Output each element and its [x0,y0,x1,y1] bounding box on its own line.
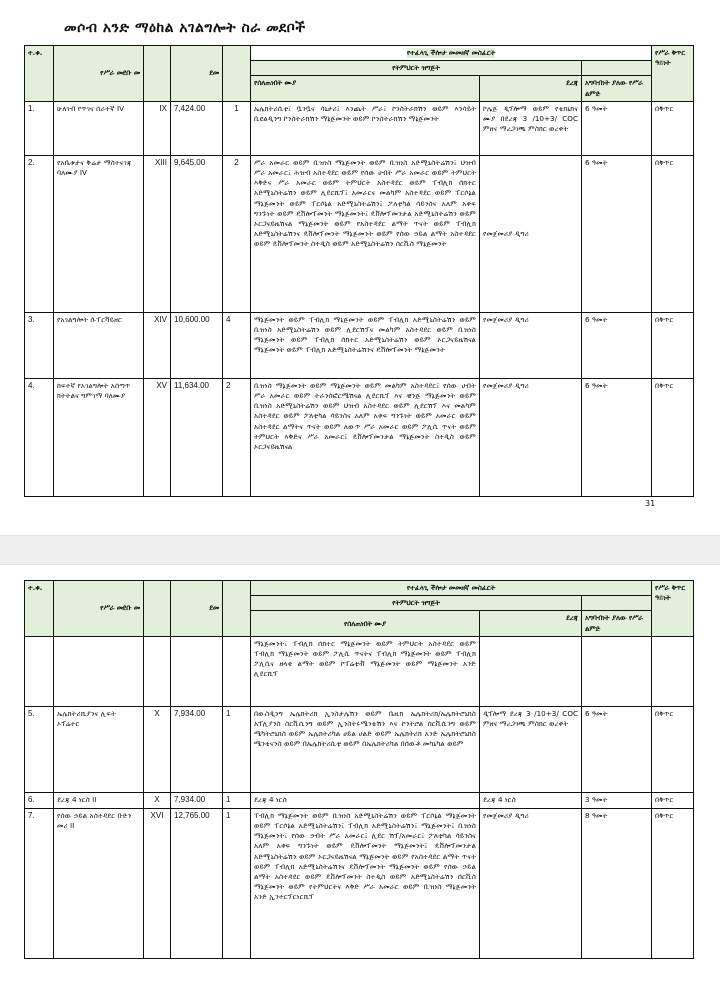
row-job-title: የአቤቱታና ቅሬታ ማስተናገጃ ባለሙያ IV [54,155,144,312]
row-level: ደረጃ 4 ነርስ [480,792,582,808]
page-number: 31 [645,499,656,508]
row-job-title: የአገልግሎት ሱፐርቫይዘር [54,312,144,378]
row-level: የመጀመሪያ ዲግሪ [480,155,582,312]
row-count: 1 [223,808,251,958]
row-experience: 3 ዓመት [582,792,652,808]
row-count: 2 [223,155,251,312]
document-title: መሶብ አንድ ማዕከል አገልግሎት ስራ መደቦች [64,20,306,36]
row-employment-type: በቅጥር [652,706,694,792]
row-salary: 11,634.00 [171,378,223,496]
table-row [25,808,694,958]
row-field-of-study: ማኔጅመንት ወይም ፐብሊክ ማኔጅመንት ወይም ፐብሊክ አድሚኒስትሬሽን ወይም ቢዝነስ አድሚኒስትሬሽን ወይም ሊደርሽፕና መልካም አስተዳደር ወይም ቢዝነስ ማኔጅመንት ወይም ፐብሊክ ሰክተር አድሚኒስትሬሽን ወይም ኦርጋናይዜሽናል ማኔጅመንት ወይም ፐብሊክ አድሚኒስትሬሽንና ዴቨሎፕመንት ማኔጅመንት [251,312,480,378]
row-grade: XIII [144,155,171,312]
table-row [25,706,694,792]
row-no: 1. [25,101,54,155]
row-count: 2 [223,378,251,496]
row-salary: 7,424.00 [171,101,223,155]
row-no: 3. [25,312,54,378]
job-positions-table-page-2 [24,580,694,959]
header-no: ተ.ቁ. [25,46,54,102]
job-positions-table-page-1 [24,45,694,497]
row-no: 4. [25,378,54,496]
header-salary: ደመ [171,581,223,637]
row-grade: XIV [144,312,171,378]
row-field-of-study: ኤሌክትሪሲቲ፤ ቧንቧና ሳኒታሪ፤ እንጨት ሥራ፤ ኮንስትራክሽን ወይም እንሳይት ቢዩልዲንግ ኮንስትራክሽን ማኔጅመንት ወይም ኮንስትራክሽን ማኔጅመንት [251,101,480,155]
row-level: የመጀመሪያ ዲግሪ [480,808,582,958]
header-required-qualification: የተፈላጊ ችሎታ መመዘኛ መስፈርት [251,46,652,61]
row-count: 1 [223,792,251,808]
row-job-title: የሰው ኃይል አስተዳደር ቡድን መሪ II [54,808,144,958]
header-employment-type: የሥራ ቅጥር ዓይነት [652,581,694,637]
header-education-blank [582,61,652,76]
header-employment-type: የሥራ ቅጥር ዓይነት [652,46,694,102]
row-no: 2. [25,155,54,312]
row-experience: 6 ዓመት [582,312,652,378]
row-salary: 10,600.00 [171,312,223,378]
row-field-of-study: ሥራ አመራር ወይም ቢዝነስ ማኔጅመንት ወይም ቢዝነስ አድሚኒስትሬሽን፤ ህዝብ ሥራ አመራር፤ ሕዝብ አስተዳደር ወይም የሰው ሀብት ሥራ አመራር ወይም ትምህርት እቅድና ሥራ አመራር ወይም ትምህርት አስተዳደር ወይም ፐብሊክ ሰክተር አድሚኒስትሬሽን ወይም ሊደርሺፕ፤ አመራርና መልካም አስተዳደር ወይም ፐርሶኔል ማኔጅመንት ወይም ፐርሶኔል አድሚኒስትሬሽን፤ ፖለቲካል ሳይንስና አለም አቀፍ ግንኙነት ወይም ዴቨሎፕመንት ማኔጅመንት፤ ዴቨሎፕመንታል አድሚኒስትሬሽን ወይም ኦርጋናይዜሽናል ማኔጅመንት ወይም የአስተዳደር ልማት ጥናት ወይም ፐብሊክ አድሚኒስትሬሽንና ዴቨሎፕመንት ማኔጅመንት ወይም የሰው ኃይል ልማት አስተዳደር ወይም ዴቨሎፕመንት ስተዲስ ወይም አድሚኒስትሬሽን ሰርቪስ ማኔጅመንት [251,155,480,312]
row-count [223,636,251,706]
row-experience: 6 ዓመት [582,101,652,155]
row-no: 5. [25,706,54,792]
row-no: 7. [25,808,54,958]
header-grade [144,581,171,637]
header-education-level: የትምህርት ዝግጅት [251,596,582,611]
row-employment-type: በቅጥር [652,378,694,496]
row-level: ኮሌጅ ዲፕሎማ ወይም የቴክኒክና ሙያ በደረጃ 3 /10+3/ COC ምዘና ማረጋገጫ ምስክር ወረቀት [480,101,582,155]
header-count [223,46,251,102]
row-experience: 6 ዓመት [582,378,652,496]
row-count: 1 [223,101,251,155]
row-field-of-study: ፐብሊክ ማኔጅመንት ወይም ቢዝነስ አድሚኒስትሬሽን ወይም ፐርሶኔል ማኔጅመንት ወይም ፐርሶኔል አድሚኒስትሬሽን፤ ፐብሊክ አድሚኒስትሬሽን፤ ማኔጅመንት፤ ቢዝነስ ማኔጅመንት፤ የሰው ኃብት ሥራ አመራር፤ ሊደር ሽፕ/አመራር፤ ፖለቲካል ሳይንስና አለም አቀፍ ግንኙነት ወይም ዴቨሎፕመንት ማኔጅመንት፤ ዴቨሎፕመንታል አድሚኒስትሬሽን ወይም ኦርጋናይዜሽናል ማኔጅመንት ወይም የአስተዳደር ልማት ጥናት ወይም ፐብሊክ አድሚኒስትሬሽንና ዴቨሎፕመንት ማኔጅመንት ወይም የሰው ኃይል ልማት አስተዳደር ወይም ዴቨሎፕመንት ስተዲስ ወይም አድሚኒስትሬሽን ሰርቪስ ማኔጅመንት ወይም የትምህርትና እቅድ ሥራ አመራር ወይም ቢዝነስ ማኔጅመንት አንድ ኢንተርፕርነርሺፕ [251,808,480,958]
row-employment-type: በቅጥር [652,155,694,312]
table-row [25,155,694,312]
row-job-title: ኤሌክትሪሺያንና ሊፍት ኦፕሬተር [54,706,144,792]
row-count: 1 [223,706,251,792]
header-field-of-study: የሰለጠነበት ሙያ [251,611,480,636]
row-level [480,636,582,706]
row-level: የመጀመሪያ ዲግሪ [480,378,582,496]
row-level: የመጀመሪያ ዲግሪ [480,312,582,378]
row-experience: 8 ዓመት [582,808,652,958]
row-salary: 9,645.00 [171,155,223,312]
row-no [25,636,54,706]
header-salary: ደመ [171,46,223,102]
table-row [25,312,694,378]
header-required-qualification: የተፈላጊ ችሎታ መመዘኛ መስፈርት [251,581,652,596]
row-employment-type: በቅጥር [652,101,694,155]
header-education-level: የትምህርት ዝግጅት [251,61,582,76]
row-grade: X [144,792,171,808]
row-employment-type: በቅጥር [652,808,694,958]
table-row [25,101,694,155]
row-job-title: ሁለገብ የጥገና ሰራተኛ IV [54,101,144,155]
table-row [25,378,694,496]
row-employment-type [652,636,694,706]
header-field-of-study: የሰለጠነበት ሙያ [251,76,480,101]
row-field-of-study: ማኔጅመንት፤ ፐብሊክ ሰክተር ማኔጅመንት ወይም ትምህርት አስተዳደር ወይም ፐብሊክ ማኔጅመንት ወይም ፖሊሲ ጥናትና ፐብሊክ ማኔጅመንት ወይም ፐብሊክ ፖሊሲና ዘላቂ ልማት ወይም ኮፐሬቲቭ ማኔጅመንት ወይም ማኔጅመንት አንድ ሊደርሺፕ [251,636,480,706]
table-row [25,792,694,808]
header-job-title: የሥራ መደቡ መ [54,581,144,637]
header-grade [144,46,171,102]
header-experience: አግባብነት ያለው የሥራ ልምድ [582,611,652,636]
row-salary: 12,765.00 [171,808,223,958]
row-salary: 7,934.00 [171,706,223,792]
row-level: ዲፕሎማ ደረጃ 3 /10+3/ COC ምዘና ማረጋገጫ ምስክር ወረቀት [480,706,582,792]
row-job-title [54,636,144,706]
row-grade: X [144,706,171,792]
header-education-blank [582,596,652,611]
row-salary: 7,934.00 [171,792,223,808]
row-grade: IX [144,101,171,155]
row-grade: XV [144,378,171,496]
row-grade: XVI [144,808,171,958]
row-grade [144,636,171,706]
row-job-title: ከፍተኛ የአገልግሎት አሰጣጥ ክትትልና ግምገማ ባለሙያ [54,378,144,496]
row-employment-type: በቅጥር [652,312,694,378]
header-experience: አግባብነት ያለው የሥራ ልምድ [582,76,652,101]
page-separator [0,535,720,565]
row-experience [582,636,652,706]
document-page-2 [0,565,720,990]
row-field-of-study: በውስዲንግ ኤሌክትሪክ ኢንስታሌሽን ወይም ቤዚክ ኤሌክትሪክ/ኤሌክትሮኒክስ አፕሊያንስ ስርቪሲንግ ወይም ኢንስትሩሜንቴሽን እና ኮንትሮል ሰርቪሲንግ ወይም ሜካትሮኒክስ ወይም ኤሌክትሪካል ሀይል ሀልድ ወይም ኤሌክትሪክ አንድ ኤሌክትሮኒክስ ሜንቴናንስ ወይም በኤሌክትሪሲቲ ወይም በኤሌክትሪካል በሰውቶ መካኒካል ወይም [251,706,480,792]
header-count [223,581,251,637]
row-experience: 6 ዓመት [582,155,652,312]
row-count: 4 [223,312,251,378]
header-no: ተ.ቁ. [25,581,54,637]
row-field-of-study: ቢዝነስ ማኔጅመንት ወይም ማኔጅመንት ወይም መልካም አስተዳደር፤ የሰው ሀብት ሥራ አመራር ወይም ትራንስፎርሜሽናል ሊደርሺፕ እና ቼንጅ ማኔጅመንት ወይም ቢዝነስ አድሚኒስትሬሽን ወይም ህዝብ አስተዳደር ወይም ሊደርሽፕ እና መልካም አስተዳደር ወይም ፖለቲካል ሳይንስና አለም አቀፍ ግንኙነት ወይም አመራር ወይም አስተዳደር ልማትና ጥናት ወይም ለውጥ ሥራ አመራር ወይም ፖሊሲ ጥናት ወይም ትምህርት እቅድና ሥራ አመራር፤ ዴቨሎፕመንታል ማኔጅመንት ስተዲስ ወይም ኦርጋናይዜሽናል [251,378,480,496]
row-field-of-study: ደረጃ 4 ነርስ [251,792,480,808]
row-no: 6. [25,792,54,808]
header-level: ደረጃ [480,611,582,636]
row-job-title: ደረጃ 4 ነርስ II [54,792,144,808]
row-experience: 6 ዓመት [582,706,652,792]
header-job-title: የሥራ መደቡ መ [54,46,144,102]
row-employment-type: በቅጥር [652,792,694,808]
table-row [25,636,694,706]
header-level: ደረጃ [480,76,582,101]
row-salary [171,636,223,706]
